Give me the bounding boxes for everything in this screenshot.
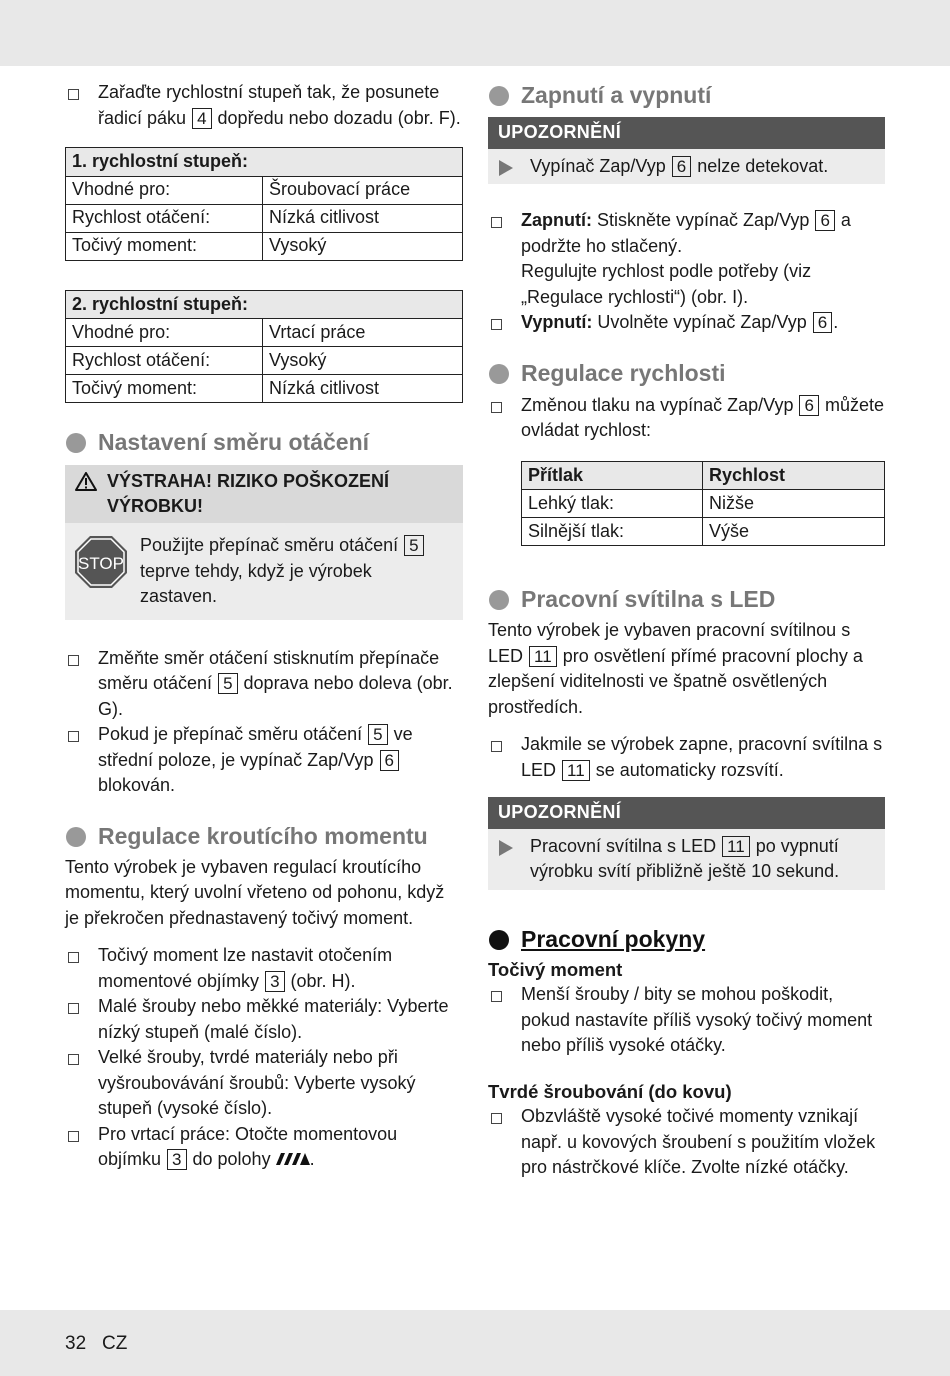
left-column xyxy=(65,80,463,1173)
right-column xyxy=(488,80,885,1181)
part-number-box: 6 xyxy=(813,312,832,333)
table-row: Vhodné pro: Vrtací práce xyxy=(66,319,463,347)
list-item: Změnou tlaku na vypínač Zap/Vyp 6 můžete ovládat rychlost: xyxy=(488,393,885,444)
direction-list xyxy=(65,646,463,799)
header-band xyxy=(0,0,950,66)
list-item: Menší šrouby / bity se mohou poškodit, pokud nastavíte příliš vysoký točivý moment nebo příliš vysoké otáčky. xyxy=(488,982,885,1059)
part-number-box: 6 xyxy=(380,750,399,771)
table-row: Lehký tlak: Nižše xyxy=(522,490,885,518)
table-row: Silnější tlak: Výše xyxy=(522,518,885,546)
section-heading-direction: Nastavení směru otáčení xyxy=(65,427,463,457)
table-row: Točivý moment: Nízká citlivost xyxy=(66,375,463,403)
list-item: Velké šrouby, tvrdé materiály nebo při vyšroubovávání šroubů: Vyberte vysoký stupeň (vysoké číslo). xyxy=(65,1045,463,1122)
section-heading-work: Pracovní pokyny xyxy=(488,924,885,954)
arrow-icon xyxy=(499,160,513,176)
warning-triangle-icon xyxy=(75,472,97,491)
list-item: Točivý moment lze nastavit otočením momentové objímky 3 (obr. H). xyxy=(65,943,463,994)
table-row: Rychlost otáčení: Nízká citlivost xyxy=(66,204,463,232)
table-row: Rychlost otáčení: Vysoký xyxy=(66,347,463,375)
subheading-hard-screwing: Tvrdé šroubování (do kovu) xyxy=(488,1080,732,1102)
part-number-box: 5 xyxy=(218,673,237,694)
list-item: Obzvláště vysoké točivé momenty vznikají např. u kovových šroubení s použitím vložek pro nástrčkové klíče. Zvolte nízké otáčky. xyxy=(488,1104,885,1181)
gear1-table xyxy=(65,147,463,261)
note-box-1 xyxy=(488,117,885,184)
list-item: Malé šrouby nebo měkké materiály: Vyberte nízký stupeň (malé číslo). xyxy=(65,994,463,1045)
list-item: Zařaďte rychlostní stupeň tak, že posunete řadicí páku 4 dopředu nebo dozadu (obr. F). xyxy=(65,80,463,131)
table-row: Vhodné pro: Šroubovací práce xyxy=(66,176,463,204)
speed-header: Rychlost xyxy=(703,461,885,490)
note-body: Vypínač Zap/Vyp 6 nelze detekovat. xyxy=(488,149,885,185)
list-item: Pro vrtací práce: Otočte momentovou objímku 3 do polohy . xyxy=(65,1122,463,1173)
list-item: Jakmile se výrobek zapne, pracovní svítilna s LED 11 se automaticky rozsvítí. xyxy=(488,732,885,783)
torque-intro: Tento výrobek je vybaven regulací kroutícího momentu, který uvolní vřeteno od pohonu, když je překročen přednastavený točivý moment. xyxy=(65,856,445,928)
list-item: Vypnutí: Uvolněte vypínač Zap/Vyp 6 . xyxy=(488,310,885,336)
list-item: Zapnutí: Stiskněte vypínač Zap/Vyp 6 a podržte ho stlačený. Regulujte rychlost podle potřeby (viz „Regulace rychlosti“) (obr. I). xyxy=(488,208,885,310)
note-title: UPOZORNĚNÍ xyxy=(488,797,885,829)
torque-list xyxy=(65,943,463,1173)
part-number-box: 5 xyxy=(404,535,423,556)
gear2-table xyxy=(65,290,463,404)
section-heading-led: Pracovní svítilna s LED xyxy=(488,584,885,614)
note-title: UPOZORNĚNÍ xyxy=(488,117,885,149)
part-number-box: 11 xyxy=(529,646,557,667)
part-number-box: 6 xyxy=(799,395,818,416)
section-heading-onoff: Zapnutí a vypnutí xyxy=(488,80,885,110)
part-number-box: 6 xyxy=(672,156,691,177)
part-number-box: 11 xyxy=(562,760,590,781)
stop-sign-icon xyxy=(74,535,128,589)
part-number-box: 4 xyxy=(192,108,211,129)
pressure-header: Přítlak xyxy=(522,461,703,490)
subheading-torque: Točivý moment xyxy=(488,958,623,980)
warning-title: VÝSTRAHA! RIZIKO POŠKOZENÍ VÝROBKU! xyxy=(65,465,463,523)
section-heading-speed: Regulace rychlosti xyxy=(488,358,885,388)
footer-band xyxy=(0,1310,950,1376)
part-number-box: 3 xyxy=(265,971,284,992)
work-list-1 xyxy=(488,982,885,1059)
pressure-table xyxy=(521,461,885,547)
onoff-list xyxy=(488,208,885,336)
part-number-box: 6 xyxy=(815,210,834,231)
speed-list xyxy=(488,393,885,444)
list-item: Pokud je přepínač směru otáčení 5 ve střední poloze, je vypínač Zap/Vyp 6 blokován. xyxy=(65,722,463,799)
drill-mode-icon xyxy=(276,1152,310,1166)
work-list-2 xyxy=(488,1104,885,1181)
note-box-2 xyxy=(488,797,885,890)
led-list xyxy=(488,732,885,783)
warning-box xyxy=(65,465,463,620)
led-intro: Tento výrobek je vybaven pracovní svítilnou s LED 11 pro osvětlení přímé pracovní plochy a zlepšení viditelnosti ve špatně osvětlených prostředích. xyxy=(488,620,863,717)
gear2-table-title: 2. rychlostní stupeň: xyxy=(66,290,463,319)
gear1-table-title: 1. rychlostní stupeň: xyxy=(66,148,463,177)
section-heading-torque: Regulace kroutícího momentu xyxy=(65,821,463,851)
list-item: Změňte směr otáčení stisknutím přepínače směru otáčení 5 doprava nebo doleva (obr. G). xyxy=(65,646,463,723)
gear-instruction-list xyxy=(65,80,463,131)
note-body: Pracovní svítilna s LED 11 po vypnutí výrobku svítí přibližně ještě 10 sekund. xyxy=(488,829,885,890)
page-number: 32 CZ xyxy=(65,1333,128,1354)
part-number-box: 5 xyxy=(368,724,387,745)
arrow-icon xyxy=(499,840,513,856)
warning-body: STOP Použijte přepínač směru otáčení 5 teprve tehdy, když je výrobek zastaven. xyxy=(65,523,463,620)
part-number-box: 11 xyxy=(722,836,750,857)
stop-sign-label: STOP xyxy=(78,554,124,573)
table-row: Točivý moment: Vysoký xyxy=(66,232,463,260)
part-number-box: 3 xyxy=(167,1149,186,1170)
